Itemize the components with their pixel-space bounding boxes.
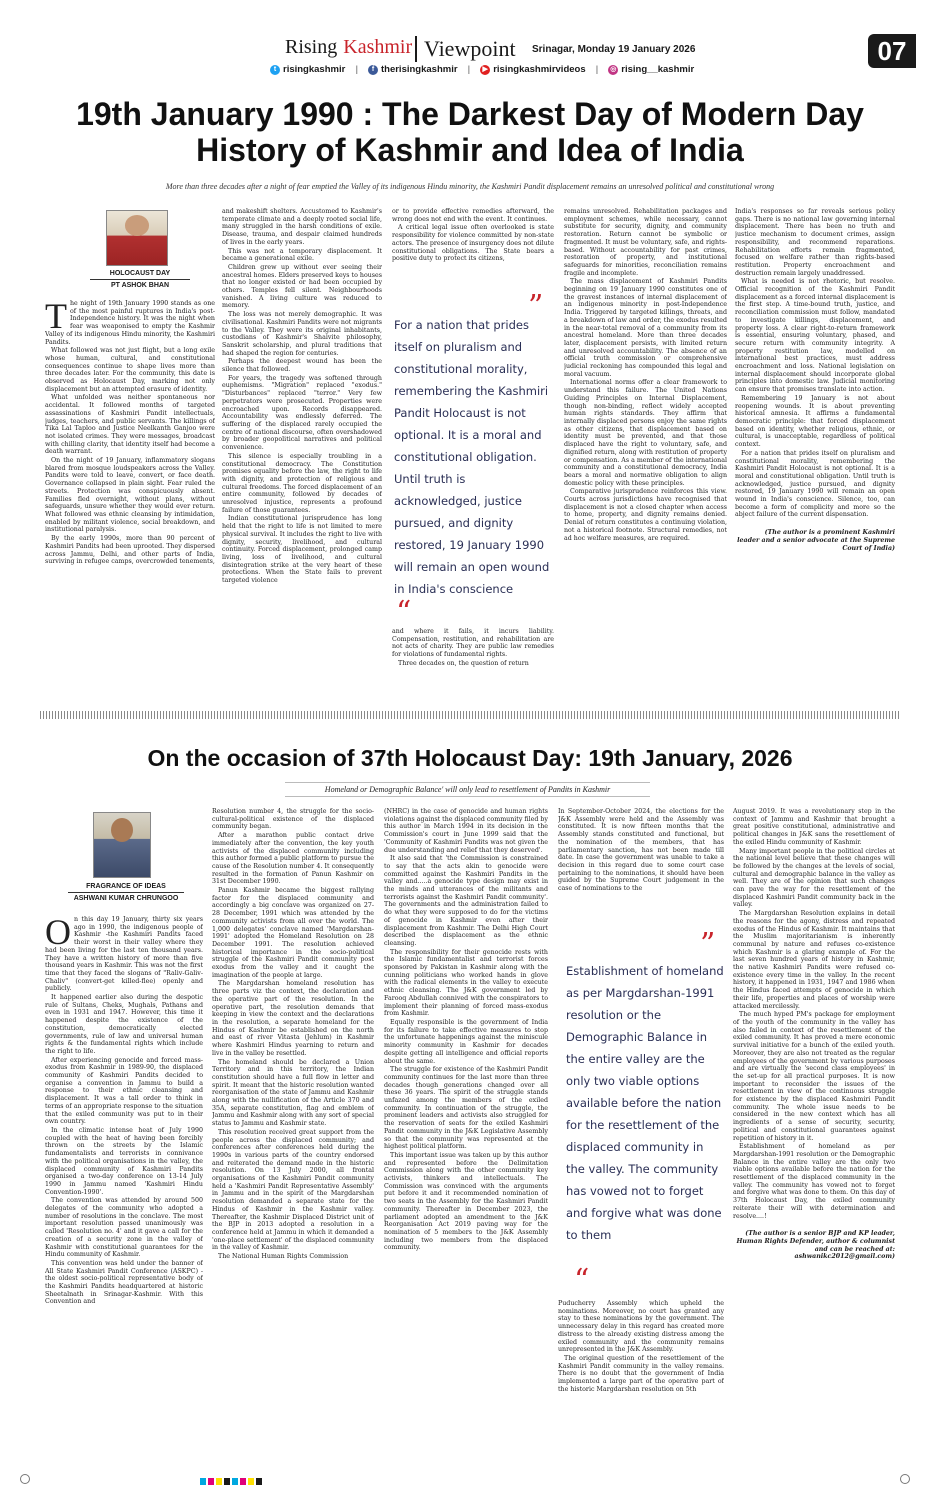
article1-column-3-top (392, 208, 554, 288)
article2-column-4-bottom (558, 1300, 724, 1458)
social-separator: | (355, 64, 358, 75)
paragraph: Equally responsible is the government of India for its failure to take effective measures to stop the unfortunate happenings against the miniscule minority community in Kashmir for decades despite getting all intelligence and official reports about the same. (384, 1018, 548, 1065)
paragraph: In the climatic intense heat of July 1990 coupled with the heat of having been forcibly thrown on the streets by the Islamic fundamentalists and terrorists in connivance with the political organisations in the valley, the displaced community of Kashmiri Pandits organised a two-day conference on 13-14 July 1990 in Jammu named 'Kashmiri Hindu Convention-1990'. (45, 1126, 203, 1196)
color-swatch (248, 1478, 254, 1485)
author-endnote: (The author is a senior BJP and KP leader, Human Rights Defender, author & columnist and can be reached at: ashwanikc2012@gmail.com) (736, 1230, 895, 1261)
article1-column-5 (735, 208, 895, 700)
paragraph: Children grew up without ever seeing their ancestral homes. Elders preserved keys to houses that no longer existed or had been occupied by others. Temples fell silent. Neighbourhoods vanished. A living culture was reduced to memory. (222, 263, 382, 310)
social-youtube[interactable] (480, 64, 585, 75)
paragraph: Panun Kashmir became the biggest rallying factor for the displaced community and accordingly a big conclave was organized on 27-28 December, 1991 which was attended by the community activists from all over the world. The 1,000 delegates' conclave named 'Margdarshan-1991' adopted the Homeland Resolution on 28 December 1991. The resolution achieved historical importance in the socio-political struggle of the Kashmiri Pandit community post exodus from the valley and it caught the imagination of the people at large. (212, 887, 374, 979)
paragraph: The Margdarshan Resolution explains in detail the reasons for the agony, distress and repeated exodus of the Hindus of Kashmir. It maintains that the Muslim majoritarianism is inherently communal by nature and refuses co-existence which Kashmir is a glaring example of. For the last seven hundred years of history in Kashmir, the native Kashmiri Pandits were refused co-existence every time in the valley. In the recent history, it happened in 1931, 1947 and 1986 when the Hindus faced attempts of genocide in which their life, properties and places of worship were attacked mercilessly. (733, 910, 895, 1010)
paragraph: What is needed is not rhetoric, but resolve. Official recognition of the Kashmiri Pandit displacement as a forced internal displacement is the first step. A time-bound truth, justice, and reconciliation commission must follow, mandated to investigate killings, displacement, and property loss. A clear right-to-return framework is essential, ensuring voluntary, phased, and secure return with community integrity. A property restitution law, modelled on international best practices, must address encroachment and loss. National legislation on internal displacement should incorporate global principles into domestic law. Judicial monitoring can ensure that promises translate into action. (735, 278, 895, 394)
article1-pullquote: For a nation that prides itself on pluralism and constitutional morality, remembering the Kashmiri Pandit Holocaust is not optional. It is a moral and constitutional obligation. Until truth is acknowledged, justice pursued, and dignity restored, 19 January 1990 will remain an open wound in India's conscience (394, 318, 550, 596)
social-separator: | (595, 64, 599, 75)
paragraph: Establishment of homeland as per Margdarshan-1991 resolution or the Demographic Balance in the entire valley are the only two viable options available before the nation for the resettlement of the displaced community in the valley. The community has vowed not to forget and forgive what was done to them. On this day of 37th Holocaust Day, the exiled community reiterate their will with determination and resolve....! (733, 1143, 895, 1220)
paragraph: The convention was attended by around 500 delegates of the community who adopted a number of resolutions in the conclave. The most important resolution passed unanimously was called 'Resolution no. 4' and it gave a call for the creation of a security zone in the valley of Kashmir with constitutional guarantees for the Hindu community of Kashmir. (45, 1197, 203, 1259)
paragraph: This was not a temporary displacement. It became a generational exile. (222, 247, 382, 263)
paragraph: (NHRC) in the case of genocide and human rights violations against the displaced community filed by this author in March 1994 in its decision in the Commission's court in June 1999 said that the 'Community of Kashmiri Pandits was not given the due understanding and relief that they deserved'. (384, 808, 548, 854)
headline-line2: History of Kashmir and Idea of India (196, 132, 744, 168)
author-endnote: (The author is a prominent Kashmiri leader and a senior advocate at the Supreme Court of India) (737, 529, 895, 552)
article2-headline: On the occasion of 37th Holocaust Day: 19th January, 2026 (147, 745, 793, 771)
author2-category: FRAGRANCE OF IDEAS (86, 883, 166, 890)
masthead (0, 0, 935, 80)
registration-mark-icon (20, 1474, 30, 1484)
quote-close-icon: “ (574, 1263, 590, 1298)
paragraph: Three decades on, the question of return (398, 659, 529, 667)
article-separator (40, 711, 900, 719)
facebook-icon: f (368, 65, 378, 75)
social-twitter[interactable] (270, 64, 345, 75)
dateline: Srinagar, Monday 19 January 2026 (532, 44, 696, 55)
social-handles (270, 64, 694, 75)
social-instagram[interactable] (608, 64, 694, 75)
article1-column-3-bottom (392, 628, 554, 700)
paragraph: or to provide effective remedies afterward, the wrong does not end with the event. It continues. (392, 208, 554, 223)
section-name: Viewpoint (424, 36, 516, 61)
paragraph: The Margdarshan homeland resolution has three parts viz the context, the declaration and the operative part of the resolution. In the operative part, the resolution demands that keeping in view the context and the declarations in the resolution, a separate homeland for the Hindus of Kashmir be established on the north and east of river Vitasta (Jehlum) in Kashmir where Kashmiri Hindus yearning to return and live in the valley be resettled. (212, 980, 374, 1057)
paragraph: The mass displacement of Kashmiri Pandits beginning on 19 January 1990 constitutes one of the gravest instances of internal displacement of an indigenous minority in post-Independence India. Triggered by targeted killings, threats, and a breakdown of law and order, the exodus resulted in the near-total removal of a community from its ancestral homeland. More than three decades later, displacement persists, with limited return and unresolved accountability. The absence of an official truth commission or comprehensive judicial reckoning has compounded this legal and moral vacuum. (564, 278, 727, 378)
social-facebook[interactable] (368, 64, 458, 75)
paragraph: This silence is especially troubling in a constitutional democracy. The Constitution promises equality before the law, the right to life with dignity, and protection of religious and cultural freedoms. The forced displacement of an entire community, followed by decades of unresolved injustice, represents a profound failure of those guarantees. (222, 452, 382, 514)
page-number: 07 (868, 34, 916, 68)
paragraph: What followed was not just flight, but a long exile whose human, cultural, and constitutional consequences continue to shape lives more than three decades later. For the community, this date is observed as Holocaust Day, marking not only displacement but an attempted erasure of identity. (45, 347, 215, 393)
article2-column-5 (733, 808, 895, 1458)
author2-name: ASHWANI KUMAR CHRUNGOO (73, 895, 179, 902)
author2-tag (68, 883, 184, 902)
author1-category: HOLOCAUST DAY (109, 270, 171, 277)
paragraph: Many important people in the political circles at the national level believe that these changes will be followed by the changes at the levels of social, cultural and demographic balance in the valley as well. They are of the opinion that such changes can pave the way for the resettlement of the displaced Kashmiri Pandit community back in the valley. (733, 847, 895, 909)
masthead-divider (415, 36, 417, 62)
social-handle: risingkashmirvideos (493, 64, 586, 75)
author2-face (111, 818, 133, 842)
paragraph: This important issue was taken up by this author and represented before the Delimitation Commission along with the other community key activists, thinkers and intellectuals. The Commission was convinced with the arguments put before it and it recommended nomination of two seats in the Assembly for the Kashmiri Pandit community. Thereafter in December 2023, the parliament adopted an amendment to the J&K Reorganisation Act 2019 paving way for the nomination of 5 members to the J&K Assembly including two members from the displaced community. (384, 1151, 548, 1252)
paragraph: It happened earlier also during the despotic rule of Sultans, Cheks, Mughals, Pathans and even in 1931 and 1947. However, this time it happened despite the existence of the constitution, democratically elected governments, rule of law and universal human rights & the fundamental rights which include the right to life. (45, 994, 203, 1055)
brand-rising: Rising (285, 36, 338, 58)
brand-kashmir: Kashmir (343, 36, 413, 58)
paragraph: Perhaps the deepest wound has been the silence that followed. (222, 358, 382, 374)
registration-mark-icon (900, 1474, 910, 1484)
quote-close-icon: “ (396, 595, 412, 630)
paragraph: The struggle for existence of the Kashmiri Pandit community continues for the last more than three decades though generations changed over all these 36 years. The spirit of the struggle stands unfazed among the members of the exiled community. In continuation of the struggle, the prominent leaders and activists also struggled for the reservation of seats for the exiled Kashmiri Pandit community in the J&K Legislative Assembly so that the community was represented at the highest political platform. (384, 1066, 548, 1151)
paragraph: The original question of the resettlement of the Kashmiri Pandit community in the valley remains. There is no doubt that the government of India implemented a large part of the operative part of the historic Margdarshan resolution on 5th (558, 1354, 724, 1393)
color-swatch (208, 1478, 214, 1485)
color-swatch (256, 1478, 262, 1485)
paragraph: After a marathon public contact drive immediately after the convention, the key youth activists of the displaced community including this author formed a public platform to pursue the cause of the Resolution number 4. It consequently resulted in the formation of Panun Kashmir on 31st December 1990. (212, 832, 374, 886)
author1-face (125, 215, 149, 236)
author-tag-rule (68, 892, 184, 893)
social-separator: | (467, 64, 471, 75)
author1-name: PT ASHOK BHAN (110, 282, 170, 289)
article2-subhead: Homeland or Demographic Balance' will only lead to resettlement of Pandits in Kashmir (285, 782, 650, 797)
paragraph: Indian constitutional jurisprudence has long held that the right to life is not limited to mere physical survival. It includes the right to live with dignity, security, livelihood, and cultural continuity. Forced displacement, prolonged camp living, loss of livelihood, and cultural disintegration strike at the very heart of these protections. When the State fails to prevent targeted violence (222, 515, 382, 585)
paragraph: The homeland should be declared a Union Territory and in this territory, the Indian constitution should have a full flow in letter and spirit. It meant that the historic resolution wanted reorganisation of the state of Jammu and Kashmir along with the nullification of the Article 370 and 35A, separate constitution, flag and emblem of Jammu and Kashmir along with any sort of special status to Jammu and Kashmir state. (212, 1058, 374, 1128)
dropcap: O (45, 916, 71, 952)
paragraph: The night of 19th January 1990 stands as one of the most painful ruptures in India's post-Independence history. It was the night when fear was weaponised to empty the Kashmir Valley of its indigenous Hindu minority, the Kashmiri Pandits. (45, 300, 215, 346)
paragraph: What unfolded was neither spontaneous nor accidental. It followed months of targeted assassinations of Kashmiri Pandit intellectuals, judges, teachers, and public servants. The killings of Tika Lal Taploo and Justice Neelkanth Ganjoo were not isolated crimes. They were messages, broadcast with chilling clarity, that identity itself had become a death warrant. (45, 394, 215, 456)
paragraph: Remembering 19 January is not about reopening wounds. It is about preventing historical amnesia. It affirms a fundamental democratic principle: that forced displacement based on identity, whether religious, ethnic, or cultural, is unacceptable, regardless of political context. (735, 394, 895, 449)
paragraph: This convention was held under the banner of All State Kashmiri Pandit Conference (ASKPC) -the oldest socio-political representative body of the Kashmiri Pandits headquartered at historic Sheetalnath in Srinagar-Kashmir. With this Convention and (45, 1259, 203, 1306)
twitter-icon: t (270, 65, 280, 75)
color-bar (200, 1478, 262, 1485)
author1-tag (90, 270, 190, 289)
paragraph: For years, the tragedy was softened through euphemisms. "Migration" replaced "exodus." "Disturbances" replaced "terror." Very few perpetrators were prosecuted. Properties were encroached upon. Records disappeared. Accountability was endlessly deferred. The suffering of the displaced rarely occupied the centre of national discourse, often overshadowed by broader geopolitical narratives and political convenience. (222, 374, 382, 452)
social-handle: rising__kashmir (621, 64, 695, 75)
headline-line1: 19th January 1990 : The Darkest Day of Modern Day (76, 96, 864, 132)
social-handle: risingkashmir (283, 64, 346, 75)
article2-column-3 (384, 808, 548, 1458)
paragraph: After experiencing genocide and forced mass-exodus from Kashmir in 1989-90, the displaced community of Kashmiri Pandits decided to organise a convention in Jammu to build a response to their ethnic cleansing and displacement. It was a tall order to think in terms of an appropriate response to the situation that the exiled community was put to in their own country. (45, 1056, 203, 1126)
paragraph: The much hyped PM's package for employment of the youth of the community in the valley has also failed in context of the resettlement of the exiled community. It has proved a mere economic survival initiative for a bunch of the exiled youth. Moreover, they are also not treated as the regular employees of the government by various purposes and are virtually the 'second class employees' in the set-up for all practical purposes. It is now important to reconsider the issues of the resettlement in view of the continuous struggle for existence by the displaced Kashmiri Pandit community. The whole issue needs to be considered in the new context which has all ingredients of a sense of security, security, political and constitutional guarantees against repetition of history in it. (733, 1011, 895, 1142)
dropcap: T (45, 300, 67, 336)
color-swatch (200, 1478, 206, 1485)
paragraph: International norms offer a clear framework to understand this failure. The United Nations Guiding Principles on Internal Displacement, though non-binding, reflect widely accepted human rights standards. They affirm that internally displaced persons enjoy the same rights as other citizens, that displacement based on identity must be prevented, and that those displaced have the right to voluntary, safe, and dignified return, along with restitution of property or compensation. As a member of the international community and a constitutional democracy, India bears a moral and normative obligation to align domestic policy with these principles. (564, 379, 727, 487)
instagram-icon: ◎ (610, 65, 617, 73)
paragraph: The National Human Rights Commission (218, 1253, 349, 1261)
article2-column-4-top (558, 808, 724, 926)
youtube-icon: ▶ (480, 65, 490, 75)
paragraph: A critical legal issue often overlooked is state responsibility for violence committed by non-state actors. The presence of insurgency does not dilute constitutional obligations. The State bears a positive duty to protect its citizens, (392, 224, 554, 263)
article1-standfirst: More than three decades after a night of fear emptied the Valley of its indigenous Hindu minority, the Kashmiri Pandit displacement remains an unresolved political and constitutional wrong (165, 182, 775, 191)
article2-column-1 (45, 916, 203, 1458)
paragraph: Puducherry Assembly which upheld the nominations. Moreover, no court has granted any stay to these nominations by the government. The unnecessary delay in this regard has created more distress to the already existing distress among the exiled community and the community remains unrepresented in the J&K Assembly. (558, 1300, 724, 1354)
color-swatch (224, 1478, 230, 1485)
article2-column-2 (212, 808, 374, 1458)
paragraph: This resolution received great support from the people across the displaced community; and conferences after conferences held during the 1990s in various parts of the country endorsed and reiterated the demand made in the historic resolution. On 13 July 2000, all frontal organisations of the Kashmiri Pandit community held a 'Kashmiri Pandit Representative Assembly' in Jammu and in the spirit of the Margdarshan resolution demanded a separate state for the Hindus of Kashmir in the Kashmir valley. Thereafter, the Kashmir Displaced District unit of the BJP in 2013 adopted a resolution in a conference held at Jammu in which it demanded a 'one-place settlement' of the displaced community in the valley of Kashmir. (212, 1128, 374, 1252)
paragraph: On the night of 19 January, inflammatory slogans blared from mosque loudspeakers across the Valley. Pandits were told to leave, convert, or face death. Governance collapsed in plain sight. Fear ruled the streets. Protection was conspicuously absent. Families fled overnight, without plans, without safeguards, unsure whether they would ever return. What followed was ethnic cleansing by intimidation, enabled by militant violence, social breakdown, and institutional paralysis. (45, 457, 215, 534)
author-tag-rule (90, 279, 190, 280)
article2-pullquote: Establishment of homeland as per Margdarshan-1991 resolution or the Demographic Balance in the entire valley are the only two viable options available before the nation for the resettlement of the displaced community in the valley. The community has vowed not to forget and forgive what was done to them (566, 964, 724, 1242)
color-swatch (232, 1478, 238, 1485)
quote-open-icon: ” (700, 927, 716, 962)
color-swatch (240, 1478, 246, 1485)
paragraph: remains unresolved. Rehabilitation packages and employment schemes, while necessary, cannot substitute for security, dignity, and community restoration. Return cannot be symbolic or fragmented. It must be voluntary, safe, and rights-based. Without accountability for past crimes, restoration of property, and institutional safeguards for minorities, reconciliation remains fragile and incomplete. (564, 208, 727, 277)
article1-column-1 (45, 300, 215, 700)
paragraph: On this day 19 January, thirty six years ago in 1990, the indigenous people of Kashmir -the Kashmiri Pandits faced their worst in their valley where they had been living for the last ten thousand years. They have a written history of more than five thousand years in Kashmir. This was not the first time that they faced the slogans of "Raliv-Galiv-Chaliv" (convert-get killed-flee) openly and publicly. (45, 916, 203, 993)
paragraph: By the early 1990s, more than 90 percent of Kashmiri Pandits had been uprooted. They dispersed across Jammu, Delhi, and other parts of India, surviving in refugee camps, overcrowded tenements, (45, 535, 215, 566)
print-registration-marks (0, 1462, 935, 1502)
paragraph: and makeshift shelters. Accustomed to Kashmir's temperate climate and a deeply rooted social life, many struggled in the harsh conditions of exile. Disease, trauma, and despair claimed hundreds of lives in the early years. (222, 208, 382, 246)
paragraph: The loss was not merely demographic. It was civilisational. Kashmiri Pandits were not migrants to the Valley. They were its original inhabitants, custodians of Kashmir's Shaivite philosophy, Sanskrit scholarship, and plural traditions that had shaped the region for centuries. (222, 311, 382, 357)
paragraph: August 2019. It was a revolutionary step in the context of Jammu and Kashmir that brought a great positive constitutional, administrative and political changes in J&K sans the resettlement of the exiled Hindu community of Kashmir. (733, 808, 895, 846)
social-handle: therisingkashmir (380, 64, 458, 75)
paragraph: For a nation that prides itself on pluralism and constitutional morality, remembering the Kashmiri Pandit Holocaust is not optional. It is a moral and constitutional obligation. Until truth is acknowledged, justice pursued, and dignity restored, 19 January 1990 will remain an open wound in India's conscience. Silence, too, can become a form of complicity and more so the abject failure of the current dispensation. (735, 449, 895, 519)
paragraph: India's responses so far reveals serious policy gaps. There is no national law governing internal displacement. There has been no truth and justice mechanism to document crimes, assign responsibility, and recommend reparations. Rehabilitation efforts remain fragmented, focused on welfare rather than rights-based restitution. Property encroachment and destruction remain largely unaddressed. (735, 208, 895, 277)
author2-photo (93, 812, 151, 878)
author1-photo (106, 210, 168, 266)
paragraph: In September-October 2024, the elections for the J&K Assembly were held and the Assembly was constituted. It is now fifteen months that the Assembly stands constituted and functional, but the nomination of the members, that has parliamentary sanction, has not been made till date. In case the government was unable to take a decision in this regard due to some court case pertaining to the nominations, it should have been guided by the Supreme Court judgement in the case of nominations to the (558, 808, 724, 893)
brand-logo[interactable] (285, 36, 412, 66)
color-swatch (216, 1478, 222, 1485)
paragraph: The responsibility for their genocide rests with the Islamic fundamentalist and terrorist forces sponsored by Pakistan in Kashmir along with the cunning politicians who worked hands in glove with the radical elements in the valley to execute ethnic cleansing. The J&K government led by Farooq Abdullah connived with the conspirators to implement their planning of forced mass-exodus from Kashmir. (384, 948, 548, 1018)
paragraph: Resolution number 4, the struggle for the socio-cultural-political existence of the displaced community began. (212, 808, 374, 831)
article1-column-2 (222, 208, 382, 700)
paragraph: It also said that 'the Commission is constrained to say that the acts akin to genocide were committed against the Kashmiri Pandits in the valley and.....a genocide type design may exist in the minds and utterances of the militants and terrorists against the Kashmiri Pandit community'. The governments and the administration failed to do what they were supposed to do for the victims of genocide in Kashmir even after their displacement from Kashmir. The Delhi High Court described the displacement as the ethnic cleansing. (384, 855, 548, 947)
quote-open-icon: ” (528, 289, 544, 324)
paragraph: Comparative jurisprudence reinforces this view. Courts across jurisdictions have recognised that displacement is not a closed chapter when access to home, property, and dignity remains denied. Denial of return constitutes a continuing violation, not a historical footnote. Structural remedies, not ad hoc welfare measures, are required. (564, 488, 727, 542)
paragraph: and where it fails, it incurs liability. Compensation, restitution, and rehabilitation are not acts of charity. They are public law remedies for violations of fundamental rights. (392, 628, 554, 659)
article1-column-4 (564, 208, 727, 700)
article1-headline (60, 96, 880, 168)
